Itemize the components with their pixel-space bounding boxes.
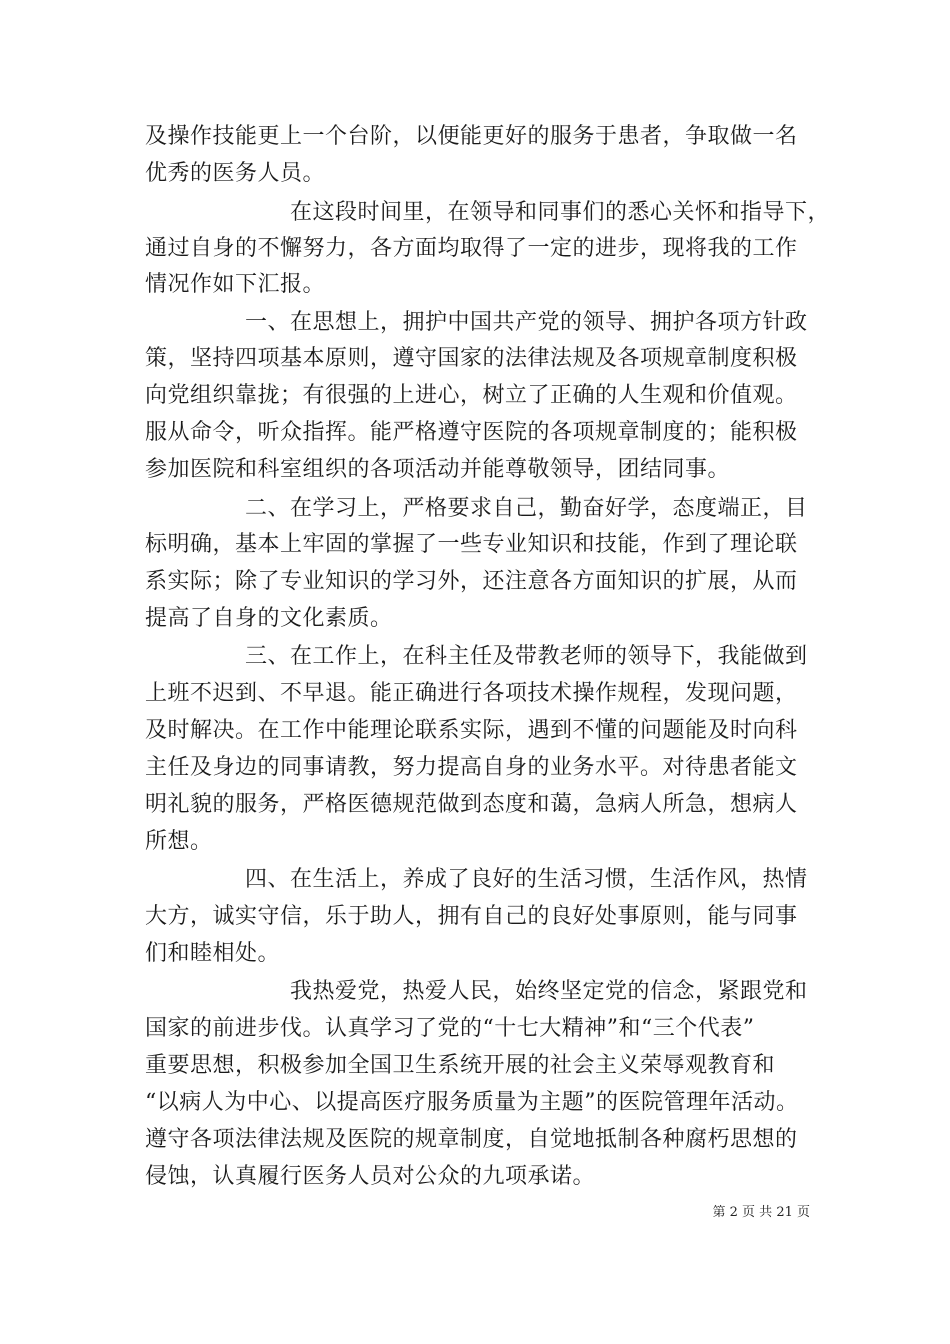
section-heading-4: 四、在生活上，养成了良好的生活习惯，生活作风，热情	[245, 867, 808, 892]
section-heading-3: 三、在工作上，在科主任及带教老师的领导下，我能做到	[245, 644, 808, 669]
text-line: 情况作如下汇报。	[145, 272, 326, 297]
text-line: 们和睦相处。	[145, 941, 281, 966]
paragraph-start: 在这段时间里，在领导和同事们的悉心关怀和指导下，	[290, 200, 831, 225]
text-line: 侵蚀，认真履行医务人员对公众的九项承诺。	[145, 1164, 596, 1189]
text-line: 系实际；除了专业知识的学习外，还注意各方面知识的扩展，从而	[145, 569, 798, 594]
text-line: 上班不迟到、不早退。能正确进行各项技术操作规程，发现问题，	[145, 681, 798, 706]
text-line: 明礼貌的服务，严格医德规范做到态度和蔼，急病人所急，想病人	[145, 792, 798, 817]
text-line: 服从命令，听众指挥。能严格遵守医院的各项规章制度的；能积极	[145, 420, 798, 445]
text-line: 主任及身边的同事请教，努力提高自身的业务水平。对待患者能文	[145, 755, 798, 780]
text-line: 所想。	[145, 829, 213, 854]
text-line: 大方，诚实守信，乐于助人，拥有自己的良好处事原则，能与同事	[145, 904, 798, 929]
section-heading-2: 二、在学习上，严格要求自己，勤奋好学，态度端正，目	[245, 496, 808, 521]
paragraph-start: 我热爱党，热爱人民，始终坚定党的信念，紧跟党和	[290, 979, 808, 1004]
text-line: 及操作技能更上一个台阶，以便能更好的服务于患者，争取做一名	[145, 124, 798, 149]
text-line: 遵守各项法律法规及医院的规章制度，自觉地抵制各种腐朽思想的	[145, 1127, 798, 1152]
text-line: 向党组织靠拢；有很强的上进心，树立了正确的人生观和价值观。	[145, 383, 798, 408]
page-number: 第 2 页 共 21 页	[712, 1205, 810, 1220]
text-line: 标明确，基本上牢固的掌握了一些专业知识和技能，作到了理论联	[145, 532, 798, 557]
text-line: 重要思想，积极参加全国卫生系统开展的社会主义荣辱观教育和	[145, 1053, 776, 1078]
text-line: 参加医院和科室组织的各项活动并能尊敬领导，团结同事。	[145, 457, 731, 482]
text-line: “以病人为中心、以提高医疗服务质量为主题”的医院管理年活动。	[145, 1090, 799, 1115]
text-line: 提高了自身的文化素质。	[145, 606, 393, 631]
text-line: 策，坚持四项基本原则，遵守国家的法律法规及各项规章制度积极	[145, 346, 798, 371]
text-line: 通过自身的不懈努力，各方面均取得了一定的进步，现将我的工作	[145, 236, 798, 261]
section-heading-1: 一、在思想上，拥护中国共产党的领导、拥护各项方针政	[245, 310, 808, 335]
text-line: 国家的前进步伐。认真学习了党的“十七大精神”和“三个代表”	[145, 1016, 755, 1041]
text-line: 及时解决。在工作中能理论联系实际，遇到不懂的问题能及时向科	[145, 718, 798, 743]
text-line: 优秀的医务人员。	[145, 161, 326, 186]
